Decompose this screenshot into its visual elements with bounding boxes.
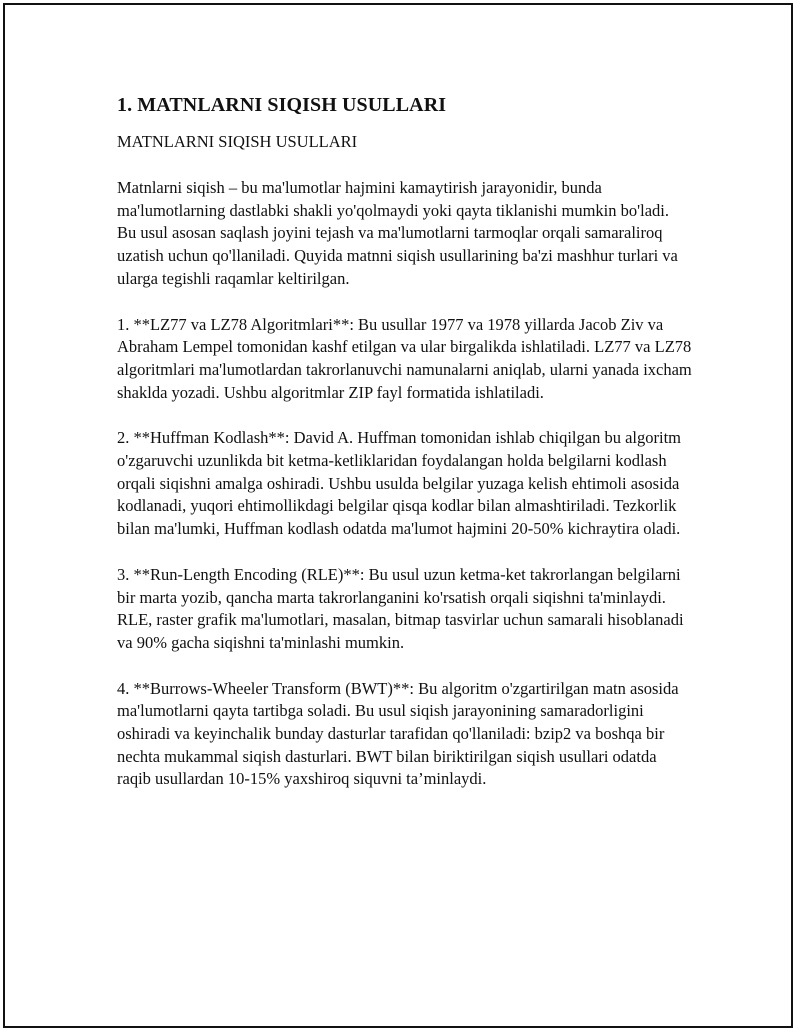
lz-paragraph: 1. **LZ77 va LZ78 Algoritmlari**: Bu usullar 1977 va 1978 yillarda Jacob Ziv va Abraham Lempel tomonidan kashf etilgan va ular birgalikda ishlatiladi. LZ77 va LZ78 algoritmlari ma'lumotlardan takrorlanuvchi namunalarni aniqlab, ularni yanada ixcham shaklda yozadi. Ushbu algoritmlar ZIP fayl formatida ishlatiladi. bbox=[117, 314, 692, 402]
document-subheading: MATNLARNI SIQISH USULLARI bbox=[117, 132, 358, 151]
intro-paragraph: Matnlarni siqish – bu ma'lumotlar hajmini kamaytirish jarayonidir, bunda ma'lumotlarning dastlabki shakli yo'qolmaydi yoki qayta tiklanishi mumkin bo'ladi. Bu usul asosan saqlash joyini tejash va ma'lumotlarni tarmoqlar orqali samaraliroq uzatish uchun qo'llaniladi. Quyida matnni siqish usullarining ba'zi mashhur turlari va ularga tegishli raqamlar keltirilgan. bbox=[117, 178, 678, 288]
document-heading: 1. MATNLARNI SIQISH USULLARI bbox=[117, 94, 447, 116]
rle-paragraph: 3. **Run-Length Encoding (RLE)**: Bu usul uzun ketma-ket takrorlangan belgilarni bir marta yozib, qancha marta takrorlanganini ko'rsatish orqali siqishni ta'minlaydi. RLE, raster grafik ma'lumotlari, masalan, bitmap tasvirlar uchun samarali hisoblanadi va 90% gacha siqishni ta'minlashi mumkin. bbox=[117, 564, 684, 652]
huffman-paragraph: 2. **Huffman Kodlash**: David A. Huffman tomonidan ishlab chiqilgan bu algoritm o'zgaruvchi uzunlikda bit ketma-ketliklaridan foydalangan holda belgilarni kodlash orqali siqishni amalga oshiradi. Ushbu usulda belgilar yuzaga kelish ehtimoli asosida kodlanadi, yuqori ehtimollikdagi belgilar qisqa kodlar bilan almashtiriladi. Tezkorlik bilan ma'lumki, Huffman kodlash odatda ma'lumot hajmini 20-50% kichraytira oladi. bbox=[117, 428, 681, 539]
bwt-paragraph: 4. **Burrows-Wheeler Transform (BWT)**: Bu algoritm o'zgartirilgan matn asosida ma'lumotlarni qayta tartibga soladi. Bu usul siqish jarayonining samaradorligini oshiradi va keyinchalik bunday dasturlar tarafidan qo'llaniladi: bzip2 va boshqa bir nechta mukammal siqish dasturlari. BWT bilan biriktirilgan siqish usullari odatda raqib usullardan 10-15% yaxshiroq siquvni ta’minlaydi. bbox=[117, 678, 679, 789]
document-body bbox=[117, 93, 692, 814]
